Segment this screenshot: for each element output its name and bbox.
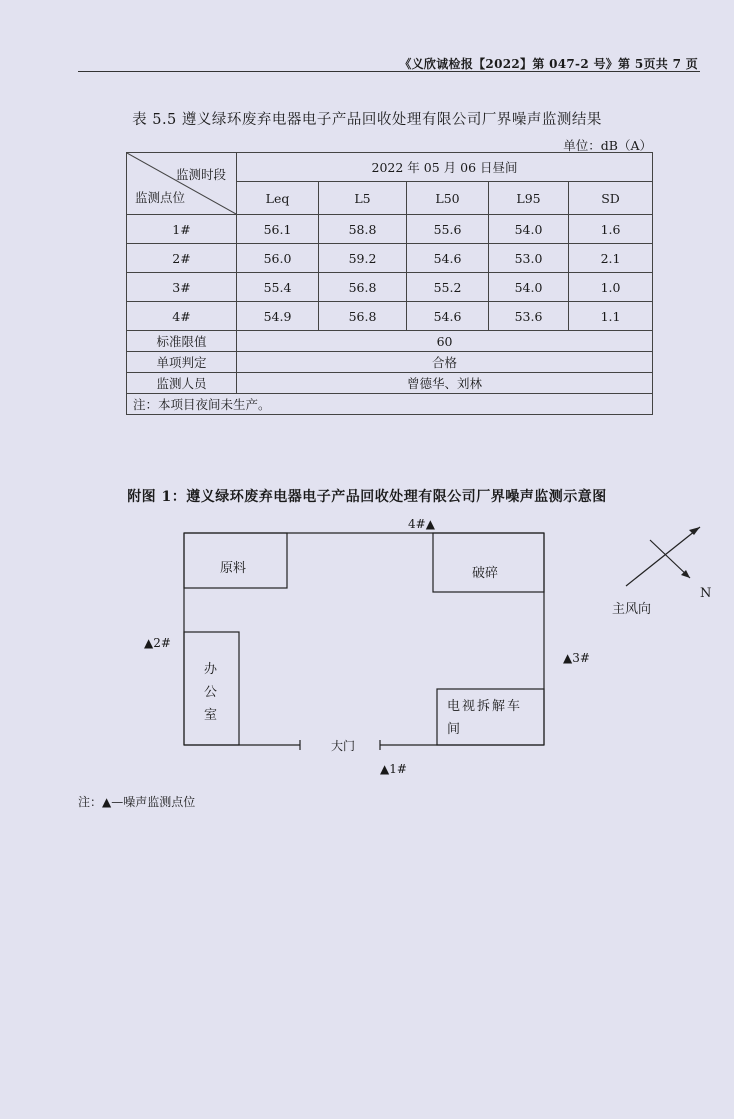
note-row xyxy=(127,394,653,415)
raw-material-label: 原料 xyxy=(220,561,247,576)
office-label-2: 公 xyxy=(204,685,218,700)
report-reference: 《义欣诚检报【2022】第 047-2 号》第 5页共 7 页 xyxy=(399,57,698,71)
cell-value: 55.6 xyxy=(407,215,489,244)
table-row xyxy=(127,215,653,244)
corner-bottom-label: 监测点位 xyxy=(135,190,186,205)
header-rule xyxy=(78,71,700,72)
cell-value: 2.1 xyxy=(569,244,653,273)
cell-value: 59.2 xyxy=(319,244,407,273)
cell-value: 55.2 xyxy=(407,273,489,302)
table-caption: 表 5.5 遵义绿环废弃电器电子产品回收处理有限公司厂界噪声监测结果 xyxy=(132,112,602,128)
cell-value: 1.6 xyxy=(569,215,653,244)
cell-value: 54.6 xyxy=(407,302,489,331)
office-label-3: 室 xyxy=(204,708,218,723)
cell-value: 55.4 xyxy=(237,273,319,302)
row-point: 2# xyxy=(127,244,237,273)
monitor-point-4: 4#▲ xyxy=(408,517,435,531)
column-header: Leq xyxy=(237,182,319,215)
period-header: 2022 年 05 月 06 日昼间 xyxy=(237,153,653,182)
monitor-point-2: ▲2# xyxy=(144,636,171,650)
table-row xyxy=(127,244,653,273)
tv-disassembly-label-1: 电视拆解车 xyxy=(447,699,523,714)
cell-value: 54.6 xyxy=(407,244,489,273)
cell-value: 56.0 xyxy=(237,244,319,273)
legend-note: 注：▲—噪声监测点位 xyxy=(78,795,196,809)
column-header: L50 xyxy=(407,182,489,215)
site-plan-lines xyxy=(0,500,734,800)
noise-results-table xyxy=(126,152,653,415)
column-header: L5 xyxy=(319,182,407,215)
cell-value: 56.1 xyxy=(237,215,319,244)
limit-value: 60 xyxy=(237,331,653,352)
cell-value: 1.0 xyxy=(569,273,653,302)
row-point: 1# xyxy=(127,215,237,244)
wind-direction-label: 主风向 xyxy=(612,602,652,617)
north-label: N xyxy=(700,586,712,601)
row-point: 3# xyxy=(127,273,237,302)
staff-label: 监测人员 xyxy=(127,373,237,394)
tv-disassembly-label-2: 间 xyxy=(447,722,461,737)
judgement-value: 合格 xyxy=(237,352,653,373)
crushing-label: 破碎 xyxy=(472,566,499,581)
site-diagram xyxy=(0,500,734,800)
figure-title: 附图 1：遵义绿环废弃电器电子产品回收处理有限公司厂界噪声监测示意图 xyxy=(127,489,607,505)
staff-value: 曾德华、刘林 xyxy=(237,373,653,394)
cell-value: 54.0 xyxy=(489,215,569,244)
limit-row xyxy=(127,331,653,352)
cell-value: 58.8 xyxy=(319,215,407,244)
column-header: L95 xyxy=(489,182,569,215)
table-corner-cell xyxy=(127,153,237,215)
staff-row xyxy=(127,373,653,394)
monitor-point-1: ▲1# xyxy=(380,762,407,776)
cell-value: 56.8 xyxy=(319,273,407,302)
cell-value: 56.8 xyxy=(319,302,407,331)
table-row xyxy=(127,273,653,302)
cell-value: 54.9 xyxy=(237,302,319,331)
gate-label: 大门 xyxy=(331,739,356,753)
cell-value: 53.6 xyxy=(489,302,569,331)
corner-top-label: 监测时段 xyxy=(175,167,226,182)
office-label-1: 办 xyxy=(204,662,218,677)
cell-value: 54.0 xyxy=(489,273,569,302)
column-header: SD xyxy=(569,182,653,215)
judgement-label: 单项判定 xyxy=(127,352,237,373)
cell-value: 53.0 xyxy=(489,244,569,273)
monitor-point-3: ▲3# xyxy=(563,651,590,665)
table-note: 注：本项目夜间未生产。 xyxy=(127,394,653,415)
table-row xyxy=(127,302,653,331)
cell-value: 1.1 xyxy=(569,302,653,331)
row-point: 4# xyxy=(127,302,237,331)
unit-label: 单位：dB（A） xyxy=(563,138,652,153)
judgement-row xyxy=(127,352,653,373)
limit-label: 标准限值 xyxy=(127,331,237,352)
